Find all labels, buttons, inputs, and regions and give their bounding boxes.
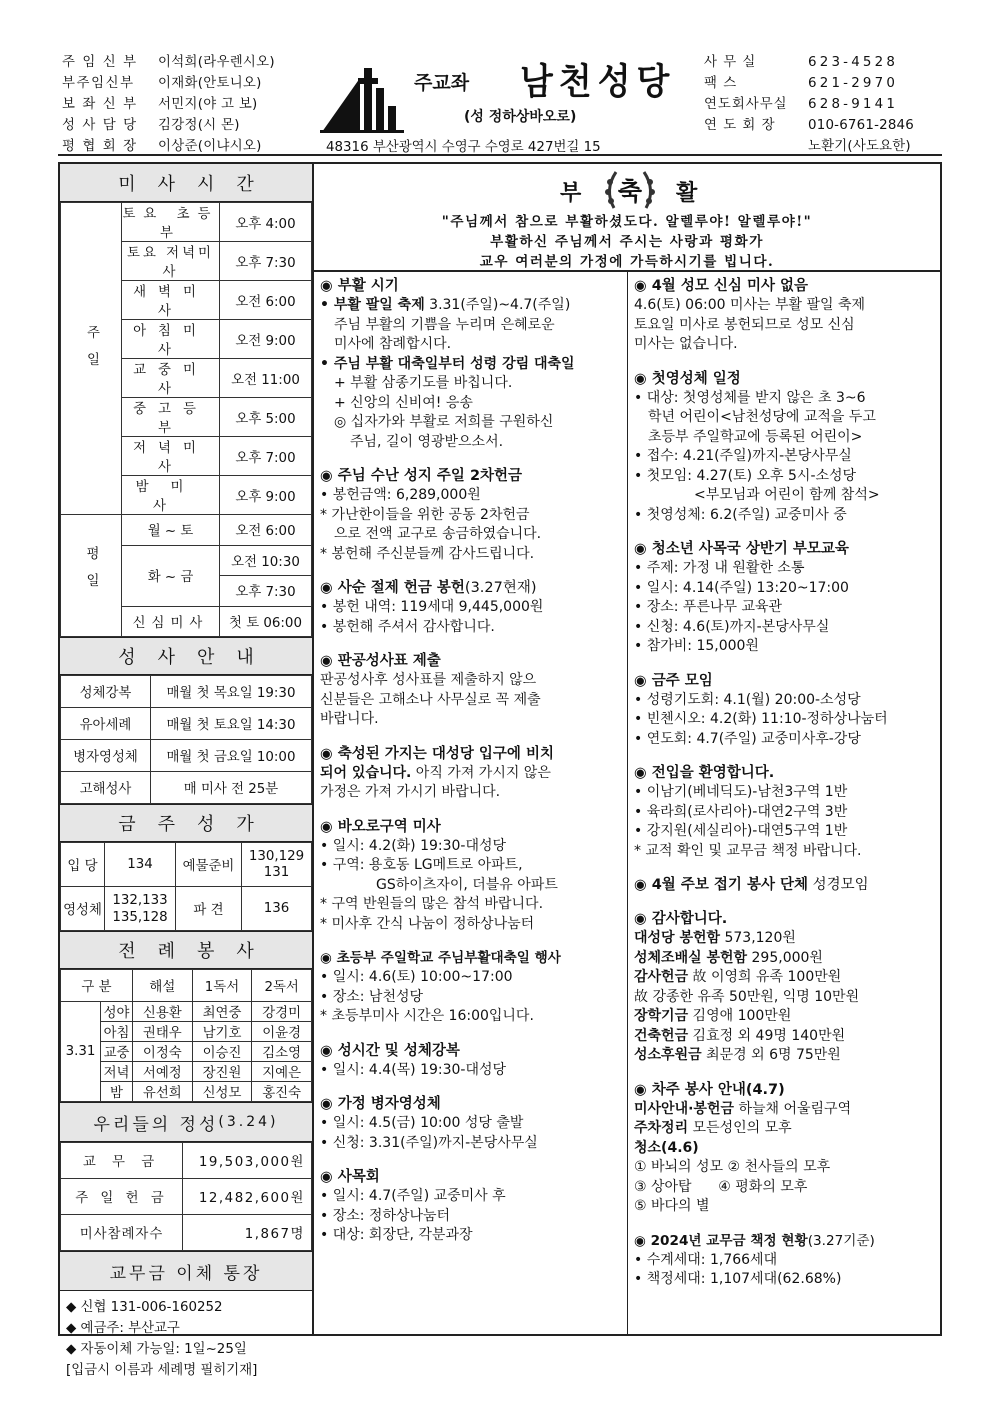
notice-line: <부모님과 어린이 함께 참석> xyxy=(694,487,880,503)
offering-value: 1,867명 xyxy=(183,1215,312,1251)
notice-line: • 성령기도회: 4.1(월) 20:00-소성당 xyxy=(634,691,861,708)
liturgy-mass: 아침 xyxy=(101,1022,133,1042)
commentator: 유선희 xyxy=(133,1082,193,1102)
reader-2: 이윤경 xyxy=(252,1022,312,1042)
mass-name: 월 ~ 토 xyxy=(122,515,220,546)
notice-line: • 장소: 푸른나무 교육관 xyxy=(634,599,783,615)
mass-time: 오전 6:00 xyxy=(220,515,312,546)
notice-line: 주차정리 xyxy=(634,1120,689,1136)
table-row xyxy=(61,708,312,740)
notice-line: 감사헌금 xyxy=(634,969,689,985)
notice-line: 대성당 봉헌함 xyxy=(634,930,721,946)
laurel-emblem-icon xyxy=(602,166,658,214)
notice-title: ◉ 가정 병자영성체 xyxy=(320,1096,441,1112)
notice-line: • 장소: 정하상나눔터 xyxy=(320,1207,451,1224)
hymns-table xyxy=(60,842,312,931)
notice-title: ◉ 주님 수난 성지 주일 2차헌금 xyxy=(320,468,523,484)
notice-palm-branches xyxy=(320,744,623,803)
notice-line: 미사에 참례합시다. xyxy=(334,336,452,352)
account-line: ◆ 자동이체 가능일: 1일~25일 xyxy=(66,1342,247,1358)
notice-lent-offering xyxy=(320,578,623,637)
table-row xyxy=(61,1002,312,1022)
mass-time: 오후 7:30 xyxy=(220,576,312,607)
mass-name: 토요 저녁미사 xyxy=(122,242,220,281)
staff-name: 이재화(안토니오) xyxy=(158,76,262,91)
account-heading: 교무금 이체 통장 xyxy=(60,1251,312,1291)
notice-line: • 일시: 4.4(목) 19:30-대성당 xyxy=(320,1061,507,1078)
office-label: 연도회사무실 xyxy=(704,97,788,112)
reader-1: 장진원 xyxy=(192,1062,252,1082)
office-label: 팩 스 xyxy=(704,76,738,91)
reader-1: 신성모 xyxy=(192,1082,252,1102)
reader-1: 이승진 xyxy=(192,1042,252,1062)
notice-line: 신분들은 고해소나 사무실로 꼭 제출 xyxy=(320,691,541,708)
offering-value: 12,482,600원 xyxy=(183,1179,312,1215)
sacraments-table xyxy=(60,675,312,804)
commentator: 신용환 xyxy=(133,1002,193,1022)
commentator: 권태우 xyxy=(133,1022,193,1042)
notice-line: 건축헌금 xyxy=(634,1027,689,1044)
notice-line: ⑤ 바다의 별 xyxy=(634,1198,710,1214)
mass-name: 밤미사 xyxy=(122,476,220,515)
table-row xyxy=(61,1215,312,1251)
banner-line: "주님께서 참으로 부활하셨도다. 알렐루야! 알렐루야!" xyxy=(441,214,813,230)
mass-name: 저녁미사 xyxy=(122,437,220,476)
sacrament-name: 병자영성체 xyxy=(61,740,151,772)
reader-2: 김소영 xyxy=(252,1042,312,1062)
bulletin-body xyxy=(58,162,942,1379)
notice-line: • 접수: 4.21(주일)까지-본당사무실 xyxy=(634,448,852,464)
hymn-label: 파 견 xyxy=(176,887,242,931)
hymn-number: 135,128 xyxy=(112,909,168,925)
column-header: 해설 xyxy=(133,970,193,1002)
notice-line: * 초등부미사 시간은 16:00입니다. xyxy=(320,1008,534,1024)
notice-thanks xyxy=(634,909,936,1066)
parish-title xyxy=(414,54,714,125)
notice-parent-education xyxy=(634,539,936,657)
notice-line: 573,120원 xyxy=(720,930,796,946)
notice-line: 초등부 주일학교에 등록된 어린이> xyxy=(648,428,863,445)
staff-role: 평 협 회 장 xyxy=(62,139,138,154)
sunday-label: 주일 xyxy=(61,203,122,515)
office-label: 연 도 회 장 xyxy=(704,118,776,133)
office-label: 사 무 실 xyxy=(704,55,757,70)
notice-line: • 신청: 4.6(토)까지-본당사무실 xyxy=(634,618,830,635)
notice-line: • 장소: 남천성당 xyxy=(320,988,424,1005)
staff-name: 서민지(야 고 보) xyxy=(158,97,258,112)
middle-column xyxy=(314,272,628,1336)
notice-line: • 일시: 4.5(금) 10:00 성당 출발 xyxy=(320,1115,524,1131)
bulletin-header xyxy=(58,52,942,156)
hymn-number: 134 xyxy=(105,843,176,887)
table-row xyxy=(61,740,312,772)
notice-title: ◉ 금주 모임 xyxy=(634,672,713,689)
notice-line: • 수계세대: 1,766세대 xyxy=(634,1251,778,1268)
mass-name: 새벽미사 xyxy=(122,281,220,320)
office-phone: 623-4528 xyxy=(808,55,899,70)
offering-date: (3.24) xyxy=(218,1114,279,1131)
notice-date: (3.27기준) xyxy=(807,1232,875,1249)
office-contacts xyxy=(704,52,944,157)
notice-line: + 부활 삼종기도를 바칩니다. xyxy=(334,375,513,391)
notice-title: ◉ 감사합니다. xyxy=(634,911,728,927)
notice-first-communion xyxy=(634,369,936,526)
table-row xyxy=(61,970,312,1002)
staff-role: 보 좌 신 부 xyxy=(62,97,138,112)
notice-line: • 강지원(세실리아)-대연5구역 1반 xyxy=(634,823,848,839)
mass-times-table xyxy=(60,202,312,637)
liturgy-heading: 전례봉사 xyxy=(60,931,312,969)
notice-line: 되어 있습니다. xyxy=(320,764,412,781)
column-header: 2독서 xyxy=(252,970,312,1002)
notice-line: * 구역 반원들의 많은 참석 바랍니다. xyxy=(320,896,544,912)
reader-2: 홍진숙 xyxy=(252,1082,312,1102)
staff-name: 김강정(시 몬) xyxy=(158,118,240,133)
mass-name: 교중미사 xyxy=(122,359,220,398)
mass-time: 오전 9:00 xyxy=(220,320,312,359)
notice-title: ◉ 사목회 xyxy=(320,1169,380,1185)
notice-pledge-status xyxy=(634,1231,936,1290)
offering-title: 우리들의 정성 xyxy=(93,1114,219,1135)
notice-line: 토요일 미사로 봉헌되므로 성모 신심 xyxy=(634,316,855,333)
reader-1: 남기호 xyxy=(192,1022,252,1042)
notice-line: • 일시: 4.14(주일) 13:20~17:00 xyxy=(634,579,849,596)
notice-line: • 참가비: 15,000원 xyxy=(634,638,759,654)
mass-time: 오전 6:00 xyxy=(220,281,312,320)
sacrament-name: 유아세례 xyxy=(61,708,151,740)
mass-name: 중고등부 xyxy=(122,398,220,437)
notice-title: ◉ 바오로구역 미사 xyxy=(320,818,441,835)
liturgy-date: 3.31 xyxy=(61,1002,101,1102)
notice-line: • 일시: 4.6(토) 10:00~17:00 xyxy=(320,969,513,985)
account-line: [입금시 이름과 세례명 필히기재] xyxy=(66,1363,258,1379)
staff-role: 주 임 신 부 xyxy=(62,55,138,70)
notice-line: 가정은 가져 가시기 바랍니다. xyxy=(320,784,501,800)
notice-line: 성경모임 xyxy=(808,877,869,893)
hymn-number: 131 xyxy=(263,864,290,880)
notice-line: 최문경 외 6명 75만원 xyxy=(701,1047,841,1063)
sacrament-name: 고해성사 xyxy=(61,772,151,804)
notice-title: ◉ 2024년 교무금 책정 현황 xyxy=(634,1232,808,1249)
notice-line: 3.31(주일)~4.7(주일) xyxy=(424,297,571,313)
notice-next-week-service xyxy=(634,1080,936,1217)
mass-time: 오전 10:30 xyxy=(220,545,312,576)
table-row xyxy=(61,772,312,804)
notice-line: 4.6(토) 06:00 미사는 부활 팔일 축제 xyxy=(634,297,866,313)
account-line: ◆ 예금주: 부산교구 xyxy=(66,1321,180,1337)
notice-line: 하늘채 어울림구역 xyxy=(734,1100,852,1117)
mass-name: 신심미사 xyxy=(122,606,220,637)
reader-2: 지예은 xyxy=(252,1062,312,1082)
staff-role: 부주임신부 xyxy=(62,76,135,91)
notice-line: • 연도회: 4.7(주일) 교중미사후-강당 xyxy=(634,730,861,747)
notice-line: 청소(4.6) xyxy=(634,1139,699,1156)
sacrament-time: 매 미사 전 25분 xyxy=(151,772,312,804)
mass-name: 토요 초등부 xyxy=(122,203,220,242)
mass-time: 오후 9:00 xyxy=(220,476,312,515)
weekday-label: 평일 xyxy=(61,515,122,637)
liturgy-mass: 교중 xyxy=(101,1042,133,1062)
table-row xyxy=(61,843,312,887)
notice-line: • 주제: 가정 내 원활한 소통 xyxy=(634,560,805,576)
offering-value: 19,503,000원 xyxy=(183,1143,312,1179)
office-head-name: 노환기(사도요한) xyxy=(808,139,911,154)
notice-palm-sunday-offering xyxy=(320,466,623,564)
notice-title: ◉ 4월 성모 신심 미사 없음 xyxy=(634,278,809,294)
notice-line: • 대상: 회장단, 각분과장 xyxy=(320,1227,473,1243)
hymn-number: 132,133 xyxy=(112,892,168,908)
liturgy-mass: 성야 xyxy=(101,1002,133,1022)
notice-line: 으로 전액 교구로 송금하였습니다. xyxy=(334,526,542,542)
hymn-number: 130,129 xyxy=(248,848,305,864)
notice-title: ◉ 청소년 사목국 상반기 부모교육 xyxy=(634,541,849,557)
notice-easter-season xyxy=(320,276,623,452)
banner-line: 교우 여러분의 가정에 가득하시기를 빕니다. xyxy=(479,254,775,270)
notice-line: • 봉헌해 주셔서 감사합니다. xyxy=(320,618,495,635)
table-row xyxy=(61,203,312,242)
notice-no-marian-mass xyxy=(634,276,936,355)
banner-word: 활 xyxy=(676,181,698,206)
notice-line: * 봉헌해 주신분들께 감사드립니다. xyxy=(320,545,535,562)
mass-times-heading: 미사시간 xyxy=(60,164,312,202)
notice-line: 주님, 길이 영광받으소서. xyxy=(350,433,504,450)
notice-title: ◉ 축성된 가지는 대성당 입구에 비치 xyxy=(320,745,554,762)
staff-name: 이상준(이냐시오) xyxy=(158,139,262,154)
hymn-number: 136 xyxy=(242,887,312,931)
notice-line: 故 강종한 유족 50만원, 익명 10만원 xyxy=(634,988,860,1005)
notice-line: • 첫모임: 4.27(토) 오후 5시-소성당 xyxy=(634,467,857,484)
commentator: 서예정 xyxy=(133,1062,193,1082)
notice-line: ③ 상아탑 ④ 평화의 모후 xyxy=(634,1178,808,1195)
notice-line: • 봉헌금액: 6,289,000원 xyxy=(320,487,481,503)
column-header: 구 분 xyxy=(61,970,133,1002)
offering-heading xyxy=(60,1102,312,1142)
liturgy-mass: 밤 xyxy=(101,1082,133,1102)
staff-name: 이석희(라우렌시오) xyxy=(158,55,275,70)
sacraments-heading: 성사안내 xyxy=(60,637,312,675)
notice-title: ◉ 차주 봉사 안내(4.7) xyxy=(634,1081,785,1098)
sacrament-time: 매월 첫 토요일 14:30 xyxy=(151,708,312,740)
reader-1: 최연중 xyxy=(192,1002,252,1022)
notice-title: ◉ 판공성사표 제출 xyxy=(320,653,441,669)
notice-line: 아직 가져 가시지 않은 xyxy=(411,764,551,781)
staff-role: 성 사 담 당 xyxy=(62,118,138,133)
liturgy-table xyxy=(60,969,312,1102)
notice-line: • 육라희(로사리아)-대연2구역 3반 xyxy=(634,803,848,820)
notice-title: ◉ 성시간 및 성체강복 xyxy=(320,1042,460,1059)
mass-time: 오후 5:00 xyxy=(220,398,312,437)
notice-line: 성소후원금 xyxy=(634,1047,702,1063)
mass-time: 오전 11:00 xyxy=(220,359,312,398)
notice-line: • 첫영성체: 6.2(주일) 교중미사 중 xyxy=(634,506,847,523)
notice-line: ◎ 십자가와 부활로 저희를 구원하신 xyxy=(334,414,554,430)
notice-sick-communion xyxy=(320,1094,623,1153)
easter-banner xyxy=(314,164,940,272)
notice-line: • 책정세대: 1,107세대(62.68%) xyxy=(634,1271,842,1287)
notice-title: ◉ 부활 시기 xyxy=(320,278,399,294)
notice-line: 295,000원 xyxy=(747,949,823,966)
notice-line: • 일시: 4.2(화) 19:30-대성당 xyxy=(320,837,507,854)
notice-paul-district-mass xyxy=(320,817,623,935)
news-area xyxy=(314,164,940,1334)
notice-line: 김영애 100만원 xyxy=(688,1008,792,1024)
banner-line: 부활하신 주님께서 주시는 사랑과 평화가 xyxy=(490,234,764,250)
notice-line: • 구역: 용호동 LG메트로 아파트, xyxy=(320,857,523,873)
notice-line: • 이남기(베네딕도)-남천3구역 1반 xyxy=(634,784,848,800)
banner-word: 부 xyxy=(560,181,582,206)
left-column xyxy=(60,164,314,1379)
hymn-label: 영성체 xyxy=(61,887,105,931)
notice-line: * 가난한이들을 위한 공동 2차헌금 xyxy=(320,506,530,523)
office-fax: 621-2970 xyxy=(808,76,899,91)
liturgy-mass: 저녁 xyxy=(101,1062,133,1082)
notice-line: 성체조배실 봉헌함 xyxy=(634,949,748,966)
notice-line: • 일시: 4.7(주일) 교중미사 후 xyxy=(320,1188,506,1204)
notice-line: • 대상: 첫영성체를 받지 않은 초 3~6 xyxy=(634,389,866,406)
notice-line: ① 바뇌의 성모 ② 천사들의 모후 xyxy=(634,1159,831,1175)
notice-pastoral-council xyxy=(320,1167,623,1246)
mass-time: 오후 7:00 xyxy=(220,437,312,476)
offering-label: 교 무 금 xyxy=(61,1143,183,1179)
hymns-heading: 금주성가 xyxy=(60,804,312,842)
sacrament-time: 매월 첫 목요일 19:30 xyxy=(151,676,312,708)
account-info xyxy=(60,1291,312,1387)
notice-line: 김효정 외 49명 140만원 xyxy=(688,1027,846,1044)
sacrament-time: 매월 첫 금요일 10:00 xyxy=(151,740,312,772)
notice-line: 장학기금 xyxy=(634,1008,689,1024)
notice-line: + 신앙의 신비여! 응송 xyxy=(334,394,473,411)
table-row xyxy=(61,676,312,708)
mass-time: 첫 토 06:00 xyxy=(220,606,312,637)
notice-confession-card xyxy=(320,651,623,730)
notice-holy-hour xyxy=(320,1041,623,1081)
notice-line: • 주님 부활 대축일부터 성령 강림 대축일 xyxy=(320,355,575,372)
notice-title: ◉ 4월 주보 접기 봉사 단체 xyxy=(634,877,809,893)
mass-time: 오후 4:00 xyxy=(220,203,312,242)
notice-sunday-school-event xyxy=(320,948,623,1027)
notice-line: GS하이츠자이, 더블유 아파트 xyxy=(376,876,558,893)
title-subtitle: (성 정하상바오로) xyxy=(464,109,577,125)
notice-line: 판공성사후 성사표를 제출하지 않으 xyxy=(320,672,537,688)
hymn-label: 입 당 xyxy=(61,843,105,887)
parish-address: 48316 부산광역시 수영구 수영로 427번길 15 xyxy=(326,140,601,155)
reader-2: 강경미 xyxy=(252,1002,312,1022)
notice-line: 모든성인의 모후 xyxy=(688,1120,792,1136)
notice-line: 미사는 없습니다. xyxy=(634,336,738,352)
notice-weekly-meetings xyxy=(634,671,936,750)
notice-title: ◉ 전입을 환영합니다. xyxy=(634,765,775,781)
office-phone: 628-9141 xyxy=(808,97,899,112)
banner-seal-char: 축 xyxy=(617,177,643,206)
notice-line: • 부활 팔일 축제 xyxy=(320,297,425,313)
offering-label: 미사참례자수 xyxy=(61,1215,183,1251)
mass-name: 화 ~ 금 xyxy=(122,545,220,606)
notice-line: 故 이영희 유족 100만원 xyxy=(688,969,842,985)
hymn-label: 예물준비 xyxy=(176,843,242,887)
notice-line: * 교적 확인 및 교무금 책정 바랍니다. xyxy=(634,842,862,859)
notice-welcome-newcomers xyxy=(634,763,936,861)
table-row xyxy=(61,887,312,931)
church-logo-icon xyxy=(320,58,404,134)
notice-line: 미사안내·봉헌금 xyxy=(634,1100,734,1117)
notice-line: 주님 부활의 기쁨을 누리며 은혜로운 xyxy=(334,316,555,333)
right-column xyxy=(628,272,940,1336)
mass-name: 아침미사 xyxy=(122,320,220,359)
notice-folding-volunteers xyxy=(634,875,936,895)
offering-label: 주 일 헌 금 xyxy=(61,1179,183,1215)
mass-time: 오후 7:30 xyxy=(220,242,312,281)
column-header: 1독서 xyxy=(192,970,252,1002)
notice-line: • 빈첸시오: 4.2(화) 11:10-정하상나눔터 xyxy=(634,711,888,727)
notice-title: ◉ 첫영성체 일정 xyxy=(634,370,741,387)
title-prefix: 주교좌 xyxy=(414,72,470,94)
office-phone: 010-6761-2846 xyxy=(808,118,914,133)
notice-line: 학년 어린이<남천성당에 교적을 두고 xyxy=(648,409,876,425)
account-line: ◆ 신협 131-006-160252 xyxy=(66,1300,223,1316)
table-row xyxy=(61,1179,312,1215)
notice-line: * 미사후 간식 나눔이 정하상나눔터 xyxy=(320,915,535,932)
commentator: 이정숙 xyxy=(133,1042,193,1062)
sacrament-name: 성체강복 xyxy=(61,676,151,708)
table-row xyxy=(61,1143,312,1179)
notice-line: • 봉헌 내역: 119세대 9,445,000원 xyxy=(320,599,544,615)
notice-title: ◉ 초등부 주일학교 주님부활대축일 행사 xyxy=(320,950,561,966)
table-row xyxy=(61,515,312,546)
title-main: 남천성당 xyxy=(520,61,676,104)
staff-list xyxy=(62,52,318,157)
notice-line: • 신청: 3.31(주일)까지-본당사무실 xyxy=(320,1134,538,1151)
notice-line: 바랍니다. xyxy=(320,711,379,727)
offering-table xyxy=(60,1142,312,1251)
notice-title: ◉ 사순 절제 헌금 봉헌 xyxy=(320,580,465,596)
notice-date: (3.27현재) xyxy=(464,580,537,596)
